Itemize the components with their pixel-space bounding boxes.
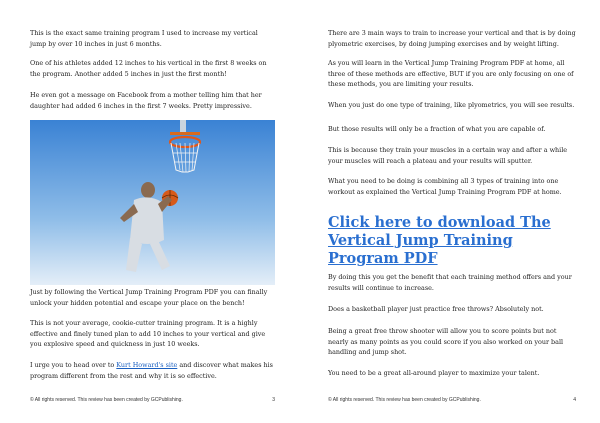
page-number: 3 <box>272 397 275 403</box>
paragraph: By doing this you get the benefit that each training method offers and your results will continue to increase. <box>328 273 572 292</box>
page-number: 4 <box>573 397 576 403</box>
paragraph: Does a basketball player just practice free throws? Absolutely not. <box>328 305 544 313</box>
page-footer <box>328 397 576 403</box>
paragraph-text: and discover what makes his program different from the rest and why it is so effective. <box>30 361 273 380</box>
paragraph: What you need to be doing is combining all 3 types of training into one workout as explained the Vertical Jump Training Program PDF at home. <box>328 177 562 196</box>
paragraph: But those results will only be a fraction of what you are capable of. <box>328 125 546 133</box>
paragraph: Just by following the Vertical Jump Training Program PDF you can finally unlock your hidden potential and escape your place on the bench! <box>30 288 268 307</box>
paragraph: This is the exact same training program I used to increase my vertical jump by over 10 inches in just 6 months. <box>30 29 258 48</box>
paragraph: You need to be a great all-around player to maximize your talent. <box>328 369 540 377</box>
copyright-text: © All rights reserved. This review has been created by GCPublishing. <box>328 397 481 403</box>
paragraph-text: I urge you to head over to <box>30 361 117 369</box>
paragraph: As you will learn in the Vertical Jump Training Program PDF at home, all three of these methods are effective, BUT if you are only focusing on one of these methods, you are limiting your results. <box>328 59 574 88</box>
paragraph: This is not your average, cookie-cutter training program. It is a highly effective and finely tuned plan to add 10 inches to your vertical and give you explosive speed and quickness in just 10 weeks. <box>30 319 266 348</box>
paragraph: He even got a message on Facebook from a mother telling him that her daughter had added 6 inches in the first 7 weeks. Pretty impressive. <box>30 91 262 110</box>
paragraph-with-link <box>30 360 275 381</box>
paragraph: One of his athletes added 12 inches to his vertical in the first 8 weeks on the program. Another added 5 inches in just the first month! <box>30 59 267 78</box>
kurt-howard-site-link[interactable]: Kurt Howard's site <box>116 361 178 369</box>
download-pdf-link[interactable]: Click here to download The Vertical Jump Training Program PDF <box>328 214 551 267</box>
paragraph: There are 3 main ways to train to increase your vertical and that is by doing plyometric exercises, by doing jumping exercises and by weight lifting. <box>328 29 576 48</box>
basketball-dunk-photo <box>30 120 275 285</box>
paragraph: Being a great free throw shooter will allow you to score points but not nearly as many points as you could score if you also worked on your ball handling and jump shot. <box>328 327 564 356</box>
paragraph: When you just do one type of training, like plyometrics, you will see results. <box>328 101 575 109</box>
basketball-player-illustration <box>30 120 275 285</box>
copyright-text: © All rights reserved. This review has been created by GCPublishing. <box>30 397 183 403</box>
page-footer <box>30 397 275 403</box>
paragraph: This is because they train your muscles in a certain way and after a while your muscles will reach a plateau and your results will sputter. <box>328 146 568 165</box>
